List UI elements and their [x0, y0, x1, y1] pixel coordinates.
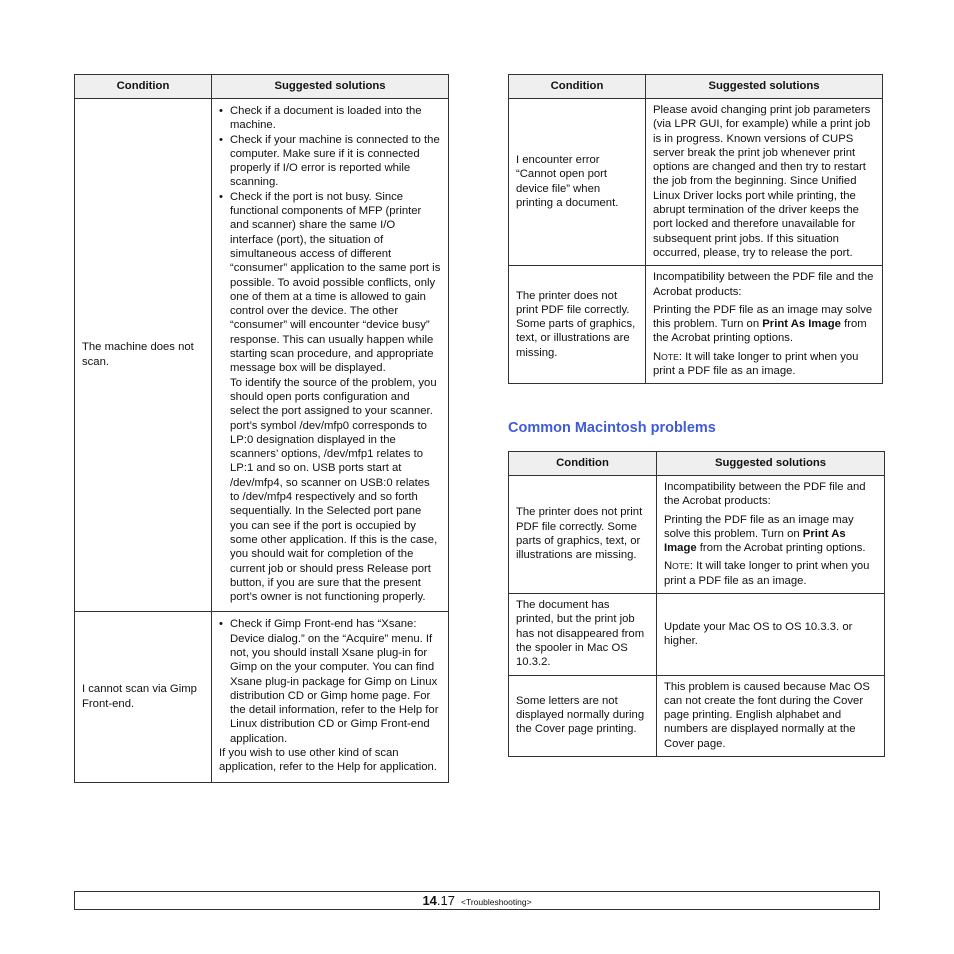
condition-cell: The document has printed, but the print job has not disappeared from the spooler in Mac OS 10.3.2.: [509, 594, 657, 675]
condition-cell: The printer does not print PDF file correctly. Some parts of graphics, text, or illustrations are missing.: [509, 476, 657, 594]
solution-line: [664, 513, 877, 556]
list-item: • Check if the port is not busy. Since functional components of MFP (printer and scanner) share the same I/O interface (port), the situation of simultaneous access of different “consumer” application to the same port is possible. To avoid possible conflicts, only one of them at a time is allowed to gain control over the device. The other “consumer” will encounter “device busy” response. This can usually happen while starting scan procedure, and appropriate message box will be displayed.: [219, 190, 441, 376]
chapter-name: <Troubleshooting>: [460, 897, 532, 907]
solution-cell: [657, 476, 885, 594]
list-item: • Check if Gimp Front-end has “Xsane: Device dialog.” on the “Acquire” menu. If not, you should install Xsane plug-in for Gimp on the your computer. You can find Xsane plug-in package for Gimp on Linux distribution CD or Gimp home page. For the detail information, refer to the Help for Linux distribution CD or Gimp Front-end application.: [219, 617, 441, 746]
note-text: : It will take longer to print when you print a PDF file as an image.: [653, 350, 859, 378]
note-text: : It will take longer to print when you print a PDF file as an image.: [664, 560, 870, 587]
table-row: [509, 594, 885, 675]
solution-text: from the Acrobat printing options.: [653, 318, 867, 345]
table-header-row: [509, 452, 885, 476]
list-item: • Check if your machine is connected to the computer. Make sure if it is connected properly if I/O error is reported while scanning.: [219, 133, 441, 190]
solution-cell: [212, 99, 449, 612]
table-header-row: [75, 75, 449, 99]
macintosh-problems-table: [508, 451, 885, 757]
scan-problems-table: [74, 74, 449, 783]
condition-cell: I encounter error “Cannot open port device file” when printing a document.: [509, 99, 646, 266]
solution-line: [653, 303, 875, 346]
note-label: OTE: [661, 351, 679, 362]
note-label: N: [653, 350, 662, 363]
solutions-header: Suggested solutions: [657, 452, 885, 476]
table-row: [75, 99, 449, 612]
condition-cell: Some letters are not displayed normally during the Cover page printing.: [509, 675, 657, 756]
solution-cell: Update your Mac OS to OS 10.3.3. or higher.: [657, 594, 885, 675]
solution-line: Incompatibility between the PDF file and the Acrobat products:: [664, 481, 866, 508]
solution-text: Printing the PDF file as an image may solve this problem. Turn on: [664, 513, 854, 540]
condition-header: Condition: [509, 452, 657, 476]
table-row: [509, 476, 885, 594]
solution-cell: [212, 612, 449, 782]
option-name: Print As Image: [664, 527, 846, 555]
section-title: Common Macintosh problems: [508, 420, 716, 436]
table-row: [75, 612, 449, 782]
page-number: [422, 893, 455, 908]
condition-header: Condition: [75, 75, 212, 99]
solution-paragraph: To identify the source of the problem, you should open ports configuration and select the port assigned to your scanner. port’s symbol /dev/mfp0 corresponds to LP:0 designation displayed in the scanners’ options, /dev/mfp1 relates to LP:1 and so on. USB ports start at /dev/mfp4, so scanner on USB:0 relates to /dev/mfp4 respectively and so forth sequentially. In the Selected port pane you can see if the port is occupied by some other application. If this is the case, you should wait for completion of the current job or should press Release port button, if you are sure that the present port’s owner is not functioning properly.: [230, 376, 438, 604]
chapter-number: 14: [422, 893, 437, 908]
solution-list: [219, 104, 441, 376]
table-row: [509, 266, 883, 384]
solutions-header: Suggested solutions: [212, 75, 449, 99]
solution-cell: This problem is caused because Mac OS can not create the font during the Cover page printing. English alphabet and numbers are displayed normally at the Cover page.: [657, 675, 885, 756]
port-problems-table: [508, 74, 883, 384]
condition-cell: The machine does not scan.: [75, 99, 212, 612]
table-row: [509, 675, 885, 756]
condition-cell: I cannot scan via Gimp Front-end.: [75, 612, 212, 782]
page-index: .17: [436, 893, 455, 908]
solution-cell: Please avoid changing print job parameters (via LPR GUI, for example) while a print job is in progress. Known versions of CUPS server break the print job whenever print options are changed and then try to restart the job from the beginning. Since Unified Linux Driver locks port while printing, the abrupt termination of the driver keeps the port locked and therefore unavailable for subsequent print jobs. If this situation occurred, please, try to release the port.: [646, 99, 883, 266]
solutions-header: Suggested solutions: [646, 75, 883, 99]
page-footer: [74, 891, 880, 910]
note-label: N: [664, 560, 673, 573]
note: [653, 350, 875, 379]
option-name: Print As Image: [762, 318, 841, 331]
table-header-row: [509, 75, 883, 99]
note-label: OTE: [672, 561, 690, 572]
note: [664, 559, 877, 588]
condition-cell: The printer does not print PDF file correctly. Some parts of graphics, text, or illustrations are missing.: [509, 266, 646, 384]
solution-text: from the Acrobat printing options.: [696, 542, 866, 555]
table-row: [509, 99, 883, 266]
condition-header: Condition: [509, 75, 646, 99]
solution-text: Printing the PDF file as an image may solve this problem. Turn on: [653, 303, 873, 331]
solution-line: Incompatibility between the PDF file and the Acrobat products:: [653, 271, 874, 298]
solution-cell: [646, 266, 883, 384]
list-item: • Check if a document is loaded into the machine.: [219, 104, 441, 133]
solution-list: [219, 617, 441, 746]
solution-paragraph: If you wish to use other kind of scan application, refer to the Help for application.: [219, 747, 437, 774]
